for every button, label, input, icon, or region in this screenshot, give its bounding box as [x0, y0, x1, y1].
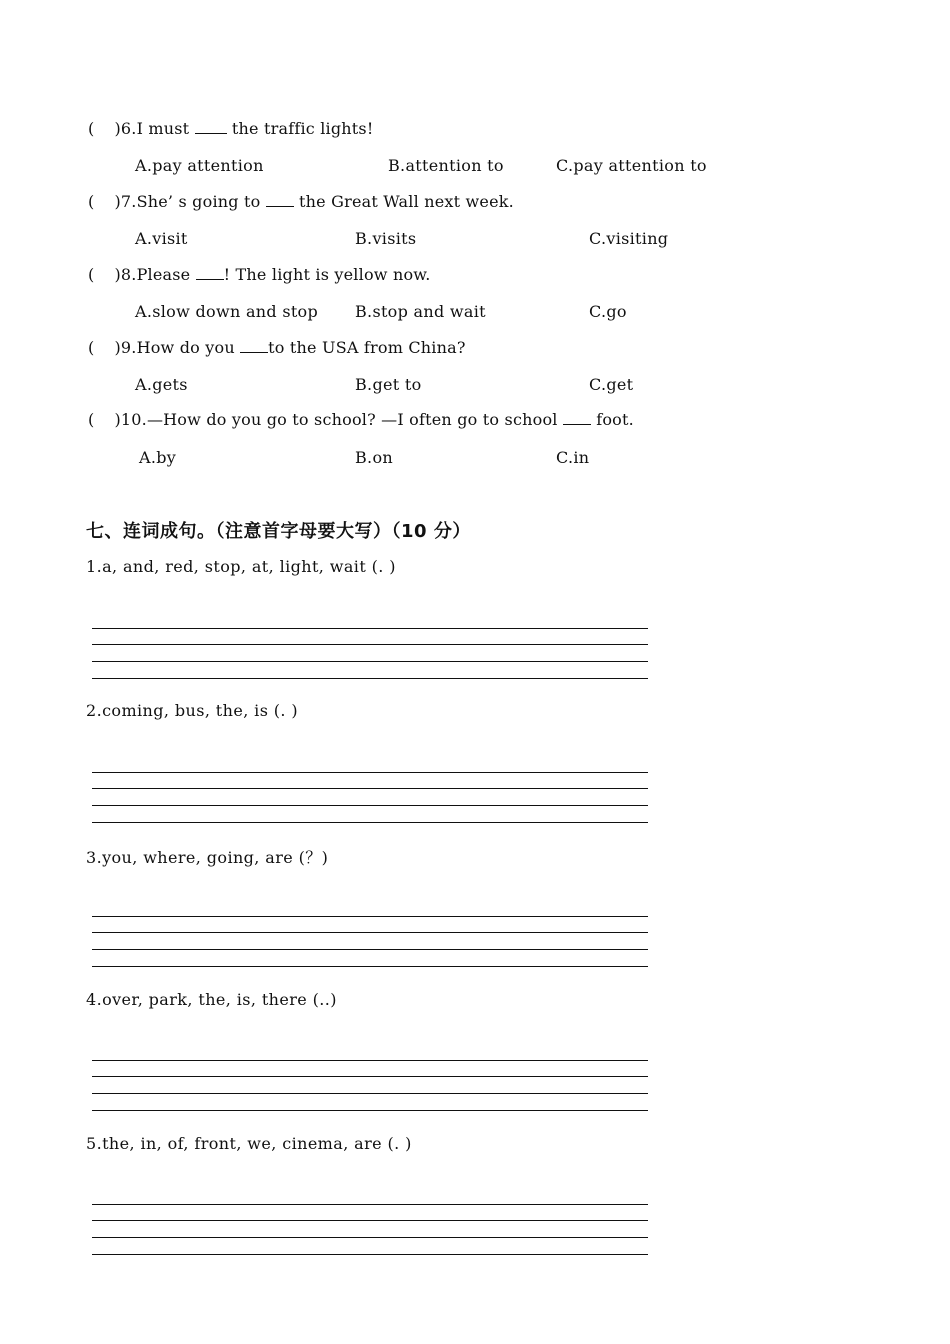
- answer-blank: [240, 338, 268, 353]
- word-order-item-3: 3.you, where, going, are (？): [86, 848, 329, 867]
- option-c: C.get: [589, 375, 634, 394]
- option-c: C.go: [589, 302, 627, 321]
- option-a: A.pay attention: [135, 156, 264, 175]
- question-text-before: She’ s going to: [136, 192, 261, 211]
- option-b: B.visits: [355, 229, 417, 248]
- answer-bracket: (: [88, 119, 95, 138]
- answer-line: [92, 949, 648, 950]
- question-text-before: How do you: [136, 338, 235, 357]
- answer-bracket: (: [88, 192, 95, 211]
- word-order-item-1: 1.a, and, red, stop, at, light, wait (. ): [86, 557, 396, 576]
- option-a: A.by: [139, 448, 177, 467]
- answer-line: [92, 772, 648, 773]
- answer-bracket: (: [88, 265, 95, 284]
- answer-line: [92, 1237, 648, 1238]
- option-b: B.on: [355, 448, 393, 467]
- question-number: )9.: [114, 338, 137, 357]
- question-text-before: Please: [136, 265, 191, 284]
- question-6: [88, 119, 373, 138]
- option-a: A.visit: [135, 229, 188, 248]
- answer-line: [92, 1060, 648, 1061]
- answer-line: [92, 628, 648, 629]
- answer-line: [92, 661, 648, 662]
- answer-line: [92, 644, 648, 645]
- question-text-after: the traffic lights!: [231, 119, 374, 138]
- question-text-after: foot.: [596, 410, 634, 429]
- option-c: C.pay attention to: [556, 156, 707, 175]
- answer-blank: [563, 410, 591, 425]
- answer-blank: [196, 265, 224, 280]
- answer-line: [92, 1093, 648, 1094]
- answer-line: [92, 1254, 648, 1255]
- question-text-before: I must: [136, 119, 190, 138]
- question-text-after: the Great Wall next week.: [299, 192, 514, 211]
- question-10: [88, 410, 634, 429]
- option-a: A.slow down and stop: [135, 302, 319, 321]
- answer-blank: [266, 192, 294, 207]
- question-number: )6.: [114, 119, 137, 138]
- question-8: [88, 265, 431, 284]
- answer-line: [92, 788, 648, 789]
- option-c: C.in: [556, 448, 590, 467]
- question-text-after: ! The light is yellow now.: [223, 265, 431, 284]
- word-order-item-5: 5.the, in, of, front, we, cinema, are (. ): [86, 1134, 412, 1153]
- answer-blank: [195, 119, 227, 134]
- answer-bracket: (: [88, 338, 95, 357]
- question-text-after: to the USA from China?: [268, 338, 466, 357]
- question-7: [88, 192, 514, 211]
- option-b: B.attention to: [388, 156, 504, 175]
- question-9: [88, 338, 466, 357]
- word-order-item-4: 4.over, park, the, is, there (..): [86, 990, 337, 1009]
- answer-line: [92, 822, 648, 823]
- answer-line: [92, 1076, 648, 1077]
- answer-line: [92, 805, 648, 806]
- answer-line: [92, 916, 648, 917]
- answer-line: [92, 966, 648, 967]
- option-c: C.visiting: [589, 229, 669, 248]
- option-b: B.get to: [355, 375, 422, 394]
- answer-line: [92, 1220, 648, 1221]
- option-a: A.gets: [135, 375, 188, 394]
- question-number: )10.: [114, 410, 147, 429]
- question-number: )7.: [114, 192, 137, 211]
- option-b: B.stop and wait: [355, 302, 486, 321]
- word-order-item-2: 2.coming, bus, the, is (. ): [86, 701, 299, 720]
- answer-line: [92, 1110, 648, 1111]
- answer-line: [92, 678, 648, 679]
- answer-bracket: (: [88, 410, 95, 429]
- answer-line: [92, 932, 648, 933]
- answer-line: [92, 1204, 648, 1205]
- question-text-before: —How do you go to school? —I often go to school: [146, 410, 558, 429]
- question-number: )8.: [114, 265, 137, 284]
- section-title: 七、连词成句。（注意首字母要大写）（10 分）: [86, 521, 471, 542]
